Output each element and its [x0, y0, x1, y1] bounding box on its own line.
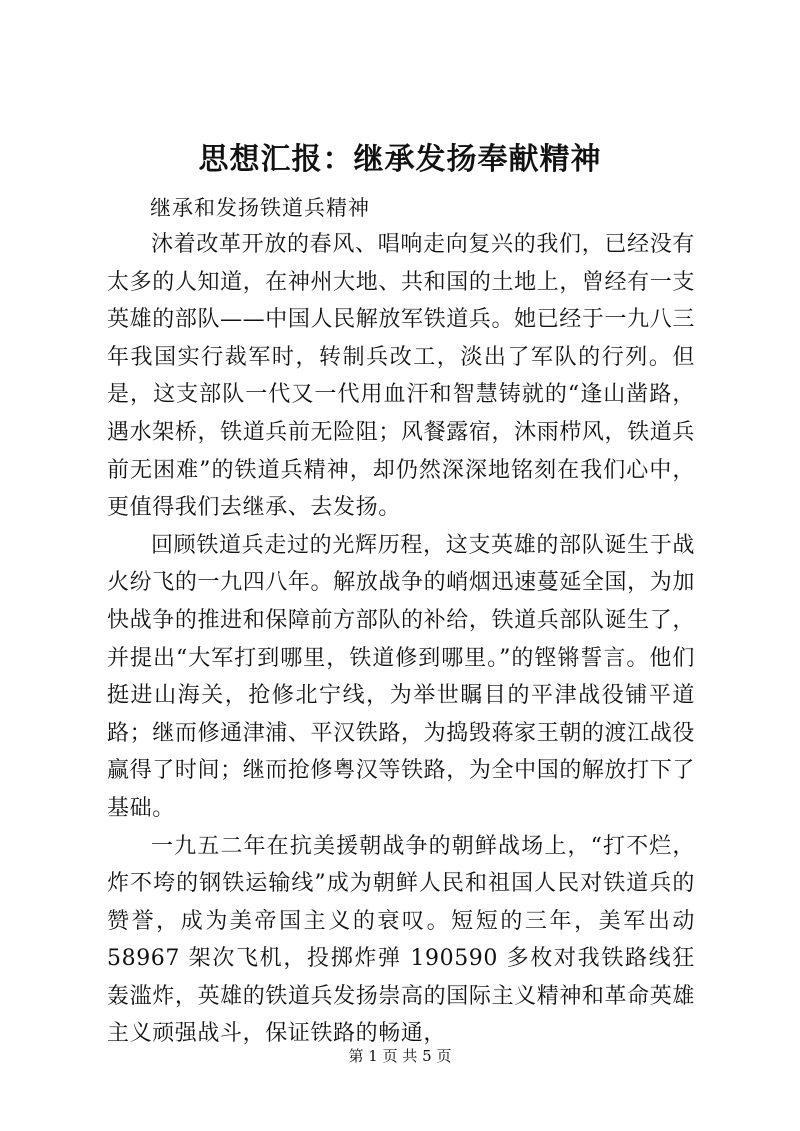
page-title: 思想汇报：继承发扬奉献精神	[198, 142, 602, 177]
paragraph-1: 沐着改革开放的春风、唱响走向复兴的我们，已经没有太多的人知道，在神州大地、共和国的土地上，曾经有一支英雄的部队——中国人民解放军铁道兵。她已经于一九八三年我国实行裁军时，转制兵改工，淡出了军队的行列。但是，这支部队一代又一代用血汗和智慧铸就的“逢山凿路，遇水架桥，铁道兵前无险阻；风餐露宿，沐雨栉风，铁道兵前无困难”的铁道兵精神，却仍然深深地铭刻在我们心中，更值得我们去继承、去发扬。	[107, 232, 695, 521]
document-subtitle: 继承和发扬铁道兵精神	[150, 196, 370, 220]
paragraph-2: 回顾铁道兵走过的光辉历程，这支英雄的部队诞生于战火纷飞的一九四八年。解放战争的峭烟迅速蔓延全国，为加快战争的推进和保障前方部队的补给，铁道兵部队诞生了，并提出“大军打到哪里，铁道修到哪里。”的铿锵誓言。他们挺进山海关，抢修北宁线，为举世瞩目的平津战役铺平道路；继而修通津浦、平汉铁路，为捣毁蒋家王朝的渡江战役赢得了时间；继而抢修粤汉等铁路，为全中国的解放打下了基础。	[107, 532, 695, 821]
page-footer: 第 1 页 共 5 页	[348, 1047, 452, 1065]
paragraph-3: 一九五二年在抗美援朝战争的朝鲜战场上，“打不烂，炸不垮的钢铁运输线”成为朝鲜人民和祖国人民对铁道兵的赞誉，成为美帝国主义的衰叹。短短的三年，美军出动 58967 架次飞机，投掷炸弹 190590 多枚对我铁路线狂轰滥炸，英雄的铁道兵发扬崇高的国际主义精神和革命英雄主义顽强战斗，保证铁路的畅通，	[107, 833, 695, 1047]
document-body	[107, 226, 695, 1053]
